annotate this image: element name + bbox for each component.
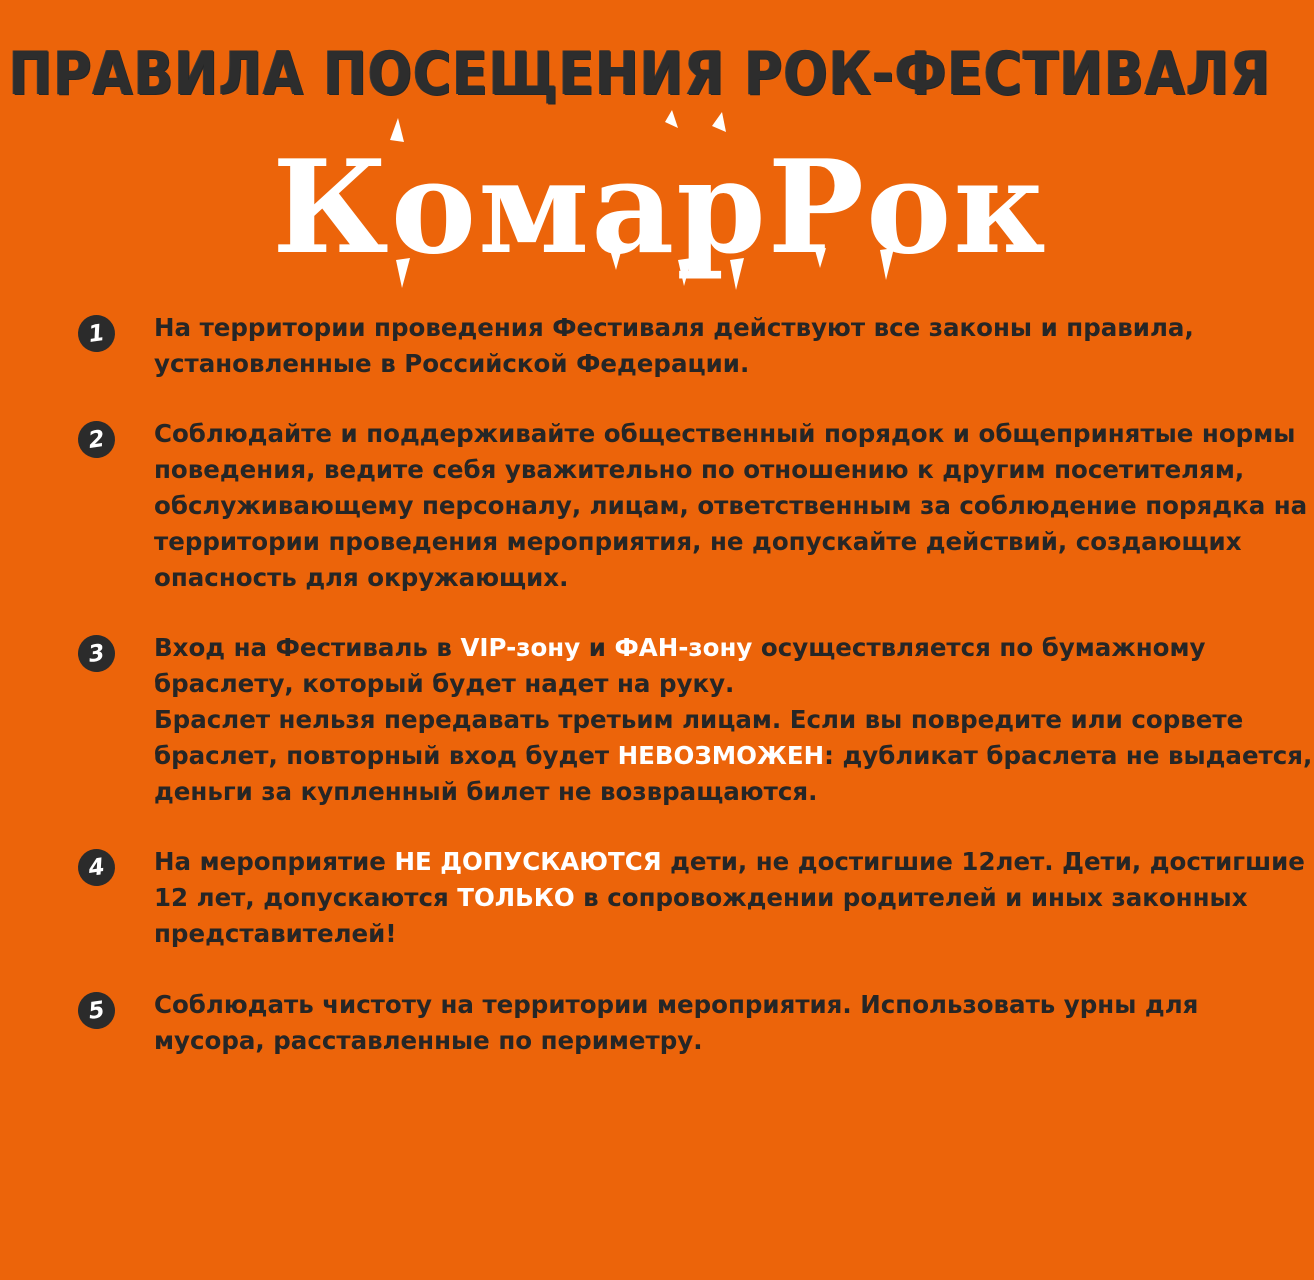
highlight-vip-zone: VIP-зону — [460, 633, 581, 662]
rule-item — [78, 310, 1314, 382]
rule-text-part: : дубликат браслета не выдается, деньги за купленный билет не возвращаются. — [154, 741, 1313, 806]
highlight-only: ТОЛЬКО — [457, 883, 575, 912]
rule-number-badge: 1 — [76, 313, 118, 355]
rule-text-part: На мероприятие — [154, 847, 395, 876]
rule-text — [154, 844, 1314, 952]
rule-number-badge: 4 — [76, 847, 118, 889]
rule-text-part: осуществляется по бумажному браслету, который будет надет на руку. — [154, 633, 1206, 698]
rule-item — [78, 630, 1314, 810]
rule-text-part: в сопровождении родителей и иных законных представителей! — [154, 883, 1248, 948]
rule-text-part: Соблюдайте и поддерживайте общественный порядок и общепринятые нормы поведения, ведите себя уважительно по отношению к другим посетителям, обслуживающему персоналу, лицам, ответственным за соблюдение порядка на территории проведения мероприятия, не допускайте действий, создающих опасность для окружающих. — [154, 419, 1308, 592]
rule-number-badge: 5 — [76, 990, 118, 1032]
rule-text-part: Соблюдать чистоту на территории мероприятия. Использовать урны для мусора, расставленные по периметру. — [154, 990, 1199, 1055]
rule-item — [78, 416, 1314, 596]
logo-wordmark: КомарРок — [272, 133, 1048, 283]
rule-item — [78, 987, 1314, 1059]
rule-item — [78, 844, 1314, 952]
highlight-impossible: НЕВОЗМОЖЕН — [617, 741, 825, 770]
rule-text-part: Вход на Фестиваль в — [154, 633, 461, 662]
rule-number-badge: 3 — [76, 633, 118, 675]
rule-number-badge: 2 — [76, 419, 118, 461]
rule-text — [154, 630, 1314, 810]
rule-text — [154, 416, 1314, 596]
highlight-not-allowed: НЕ ДОПУСКАЮТСЯ — [394, 847, 662, 876]
rule-text — [154, 310, 1314, 382]
rule-text — [154, 987, 1314, 1059]
rule-text-part: и — [580, 633, 615, 662]
page-title: ПРАВИЛА ПОСЕЩЕНИЯ РОК-ФЕСТИВАЛЯ — [8, 40, 1272, 109]
rule-text-part: На территории проведения Фестиваля действуют все законы и правила, установленные в Российской Федерации. — [154, 313, 1194, 378]
komarrok-logo — [272, 110, 1048, 290]
rule-text-part: Браслет нельзя передавать третьим лицам. Если вы повредите или сорвете браслет, повторный вход будет — [154, 705, 1244, 770]
highlight-fan-zone: ФАН-зону — [614, 633, 753, 662]
rule-text-part: дети, не достигшие 12лет. Дети, достигшие 12 лет, допускаются — [154, 847, 1305, 912]
